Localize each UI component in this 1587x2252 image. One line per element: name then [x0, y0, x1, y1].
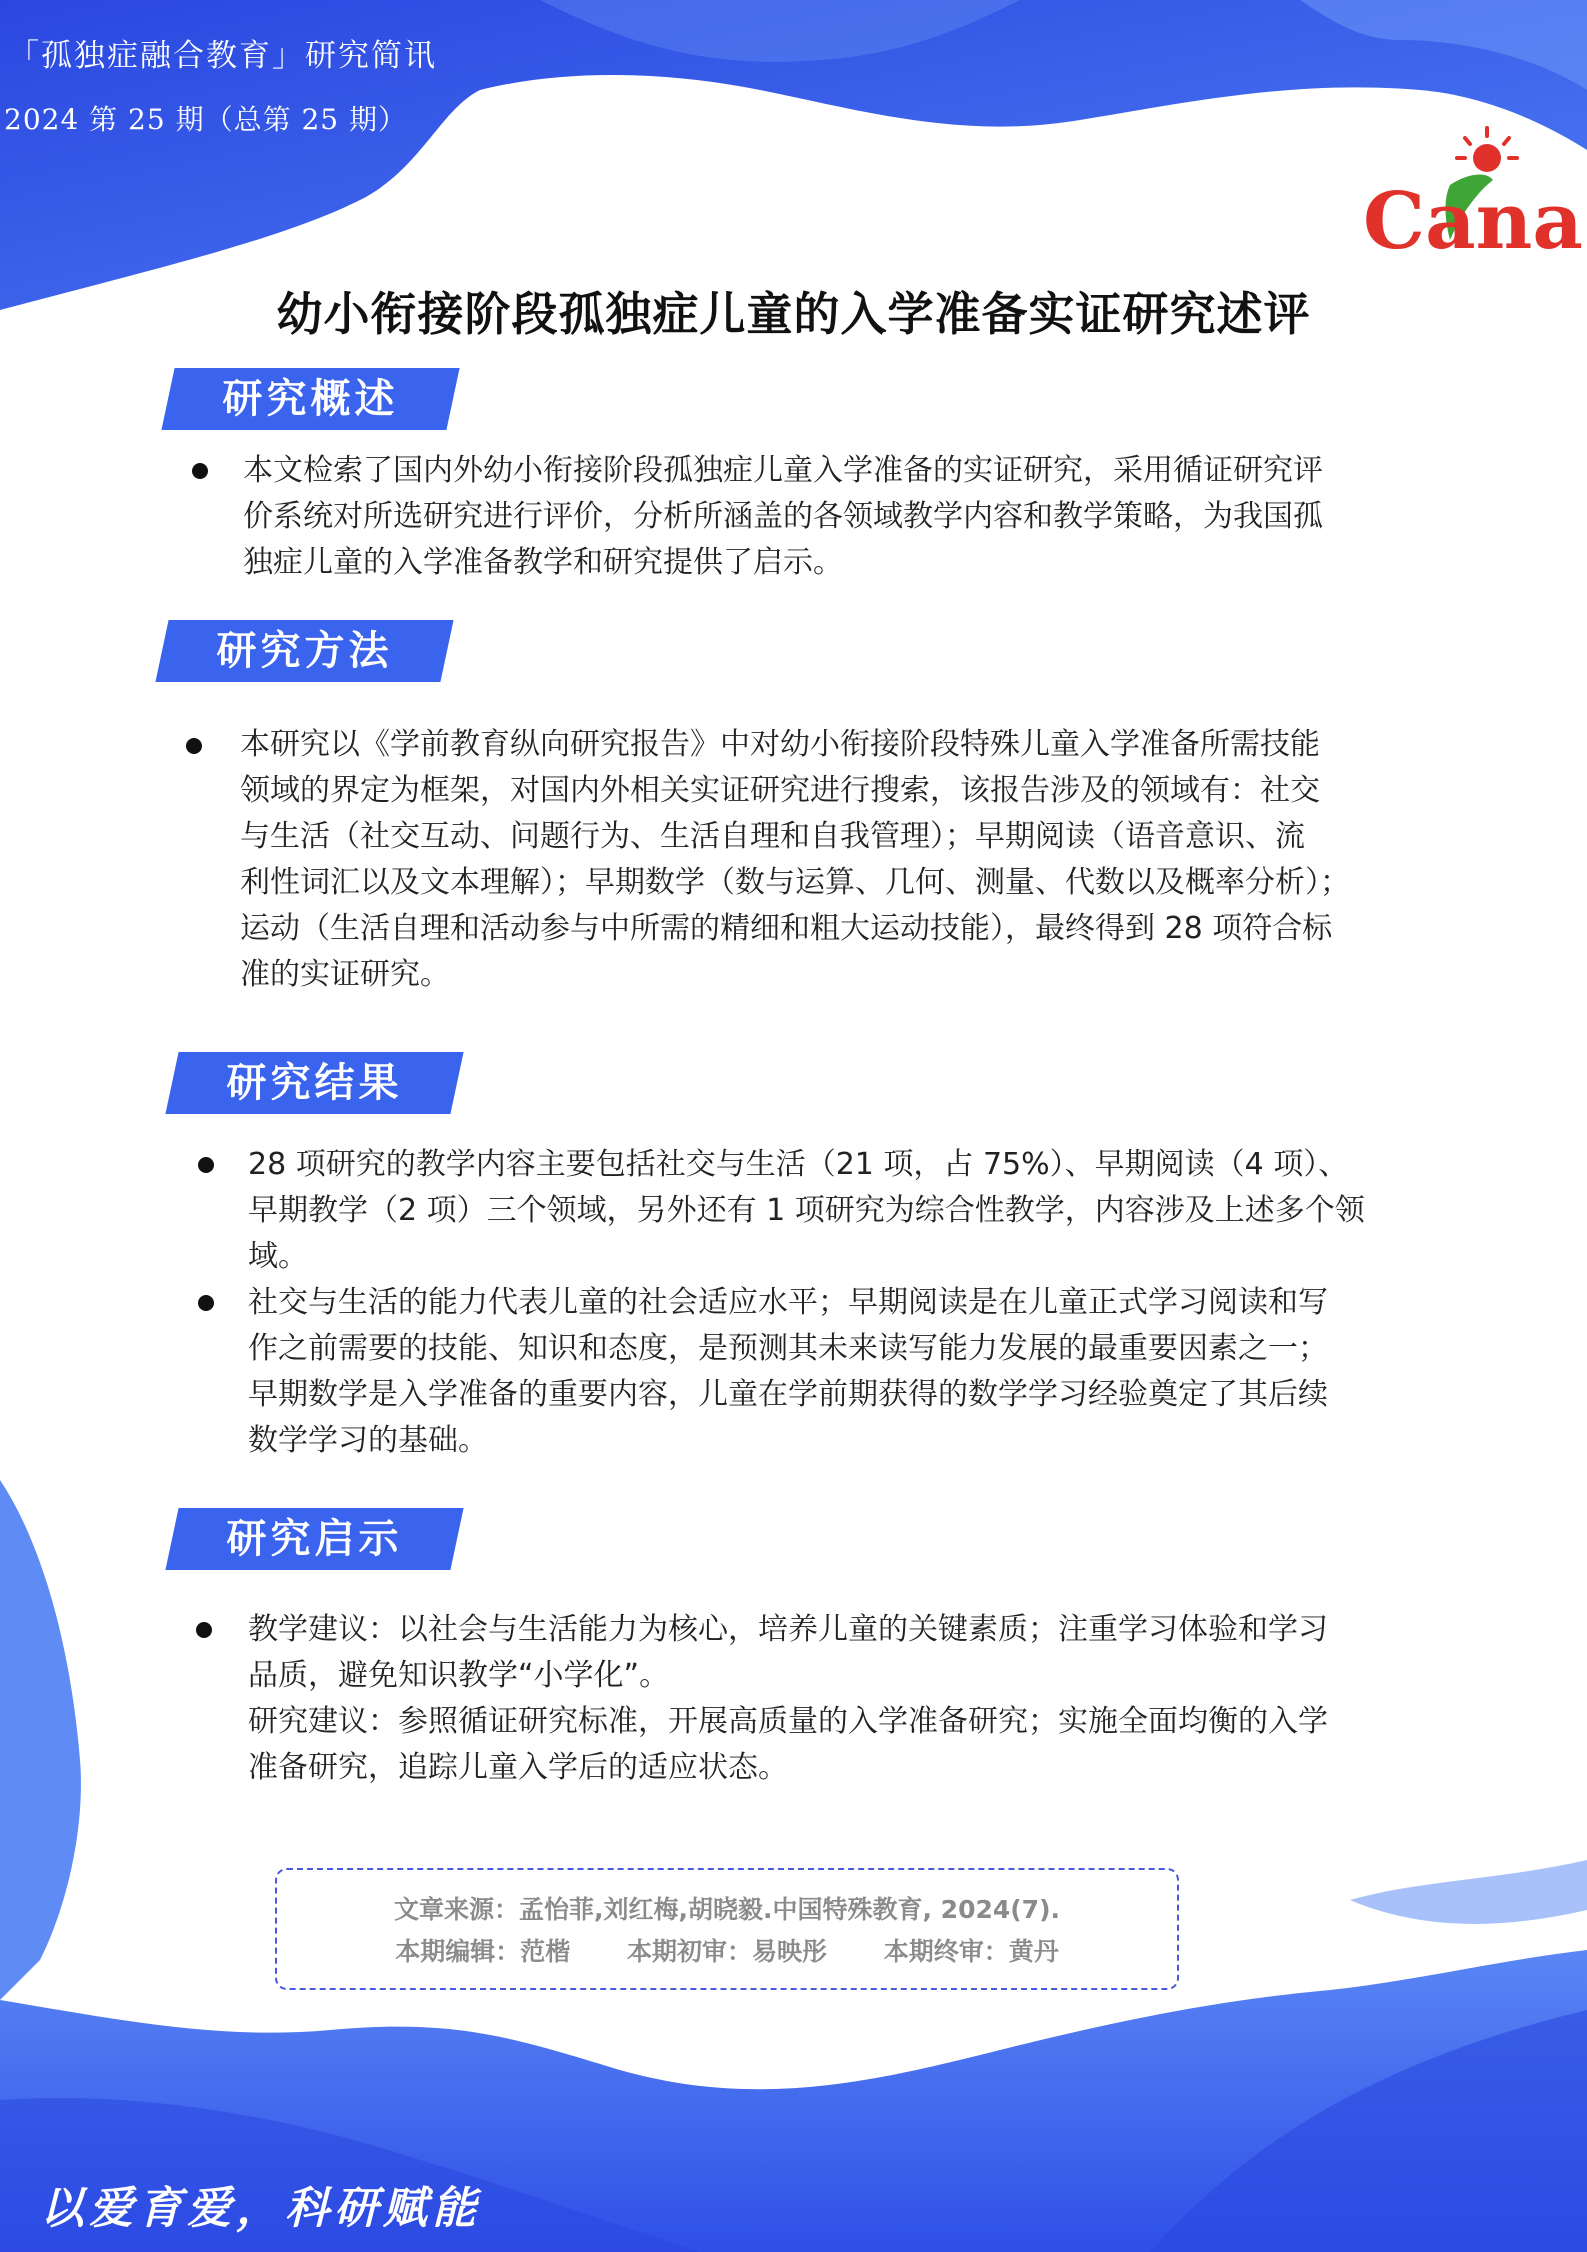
bullet-dot: [192, 463, 208, 479]
section-heading-overview: 研究概述: [168, 368, 453, 430]
source-box: [275, 1868, 1179, 1990]
results-paragraph-2: 社交与生活的能力代表儿童的社会适应水平；早期阅读是在儿童正式学习阅读和写 作之前需要的技能、知识和态度，是预测其未来读写能力发展的最重要因素之一； 早期数学是入学准备的重要内容，儿童在学前期获得的数学学习经验奠定了其后续 数学学习的基础。: [248, 1285, 1328, 1458]
article-title: 幼小衔接阶段孤独症儿童的入学准备实证研究述评: [276, 287, 1311, 341]
final-reviewer: 本期终审：黄丹: [883, 1937, 1059, 1966]
section-heading-results: 研究结果: [172, 1052, 457, 1114]
newsletter-series: 「孤独症融合教育」研究简讯: [8, 38, 437, 74]
editor-credits: [277, 1932, 1177, 1968]
bullet-dot: [196, 1622, 212, 1638]
source-citation: 文章来源：孟怡菲,刘红梅,胡晓毅.中国特殊教育, 2024(7).: [393, 1895, 1061, 1924]
section-heading-implications: 研究启示: [172, 1508, 457, 1570]
implications-paragraph: 教学建议：以社会与生活能力为核心，培养儿童的关键素质；注重学习体验和学习 品质，避免知识教学“小学化”。 研究建议：参照循证研究标准，开展高质量的入学准备研究；实施全面均衡的入学 准备研究，追踪儿童入学后的适应状态。: [248, 1612, 1328, 1785]
bullet-dot: [198, 1295, 214, 1311]
issue-number: 2024 第 25 期（总第 25 期）: [4, 103, 408, 136]
overview-paragraph: 本文检索了国内外幼小衔接阶段孤独症儿童入学准备的实证研究，采用循证研究评 价系统对所选研究进行评价，分析所涵盖的各领域教学内容和教学策略，为我国孤 独症儿童的入学准备教学和研究提供了启示。: [243, 453, 1323, 580]
bullet-dot: [186, 738, 202, 754]
slogan: 以爱育爱，科研赋能: [40, 2183, 481, 2234]
section-heading-method: 研究方法: [162, 620, 447, 682]
logo-text: Cana: [1363, 176, 1583, 267]
first-reviewer: 本期初审：易映彤: [626, 1937, 827, 1966]
bullet-dot: [198, 1157, 214, 1173]
method-paragraph: 本研究以《学前教育纵向研究报告》中对幼小衔接阶段特殊儿童入学准备所需技能 领域的界定为框架，对国内外相关实证研究进行搜索，该报告涉及的领域有：社交 与生活（社交互动、问题行为、生活自理和自我管理）；早期阅读（语音意识、流 利性词汇以及文本理解）；早期数学（数与运算、几何、测量、代数以及概率分析）； 运动（生活自理和活动参与中所需的精细和粗大运动技能），最终得到 28 项符合标 准的实证研究。: [240, 727, 1350, 992]
results-paragraph-1: 28 项研究的教学内容主要包括社交与生活（21 项，占 75%）、早期阅读（4 项）、 早期教学（2 项）三个领域，另外还有 1 项研究为综合性教学，内容涉及上述多个领 域。: [248, 1147, 1365, 1274]
cana-logo: [1355, 110, 1583, 280]
editor: 本期编辑：范楷: [395, 1937, 571, 1966]
